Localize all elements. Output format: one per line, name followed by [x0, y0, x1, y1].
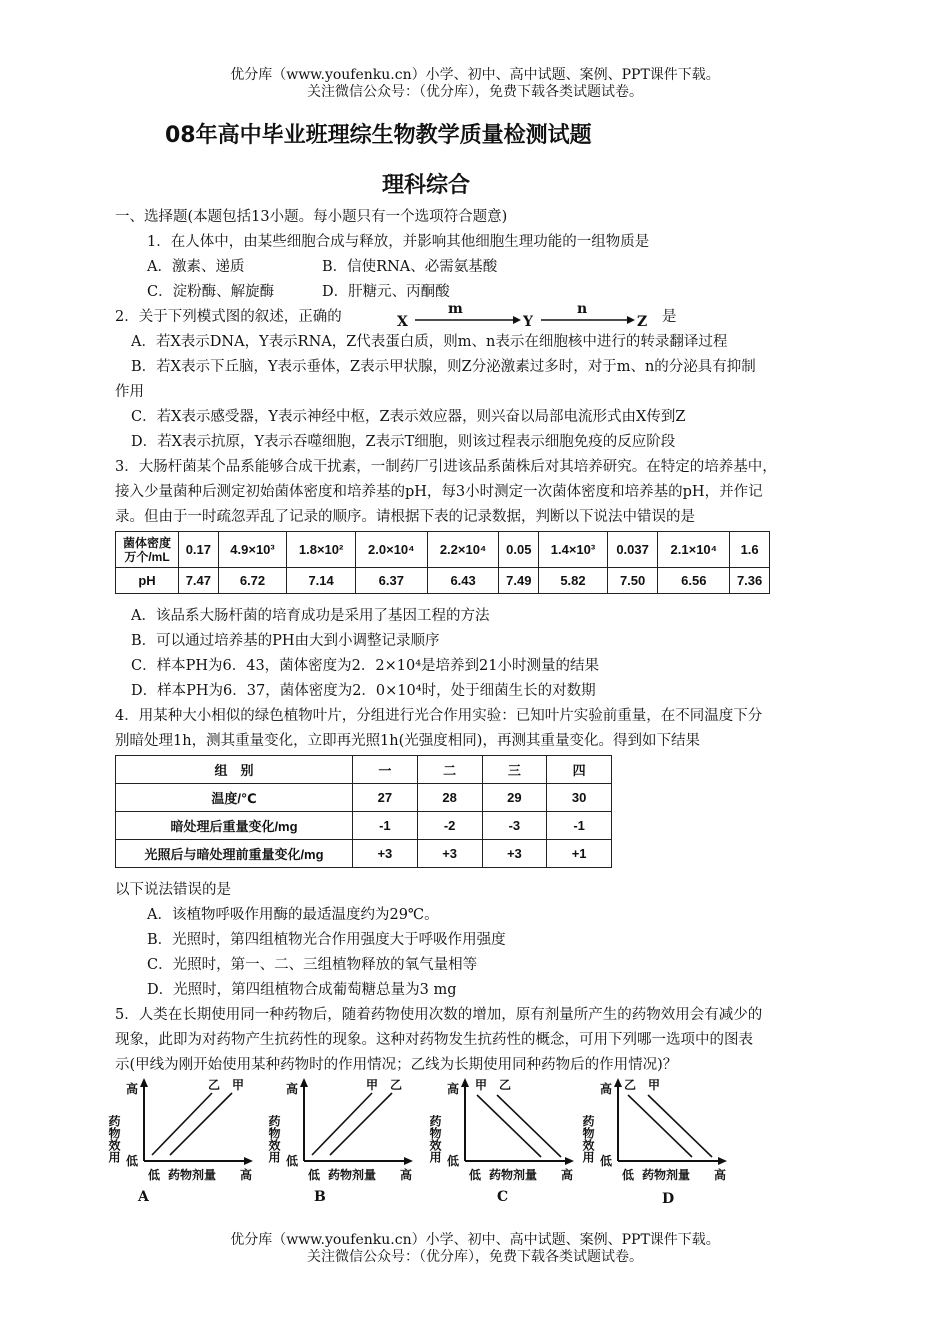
q3-density-cell: 2.0×10⁴ [355, 532, 427, 568]
q5-graph-b [262, 1075, 430, 1205]
svg-text:药物效用: 药物效用 [107, 1115, 121, 1163]
q4-dark-row [116, 812, 612, 840]
q4-header-cell: 二 [417, 756, 482, 784]
q5-graph-a [100, 1075, 268, 1205]
q5-graph-d [572, 1075, 740, 1205]
q4-dark-cell: -1 [353, 812, 418, 840]
diagram-arrow-m-head [513, 316, 521, 324]
q4-option-b: B．光照时，第四组植物光合作用强度大于呼吸作用强度 [147, 932, 506, 948]
svg-text:低: 低 [286, 1154, 299, 1168]
q3-ph-cell: 7.14 [287, 568, 356, 594]
q4-dark-cell: -2 [417, 812, 482, 840]
q4-header-cell: 四 [547, 756, 612, 784]
svg-text:C: C [497, 1189, 509, 1205]
footer-line-1: 优分库（www.youfenku.cn）小学、初中、高中试题、案例、PPT课件下载。 [230, 1232, 720, 1248]
q4-light-cell: +3 [482, 840, 547, 868]
svg-text:药物剂量: 药物剂量 [328, 1168, 377, 1182]
q2-option-d: D．若X表示抗原，Y表示吞噬细胞，Z表示T细胞，则该过程表示细胞免疫的反应阶段 [131, 434, 676, 450]
q2-option-b: B．若X表示下丘脑，Y表示垂体，Z表示甲状腺，则Z分泌激素过多时，对于m、n的分泌具有抑制 [131, 359, 756, 375]
q4-dark-label: 暗处理后重量变化/mg [116, 812, 353, 840]
section-heading: 一、选择题(本题包括13小题。每小题只有一个选项符合题意) [115, 209, 508, 225]
q1-option-c: C．淀粉酶、解旋酶 [147, 284, 275, 300]
footer-line-2: 关注微信公众号：（优分库），免费下载各类试题试卷。 [307, 1249, 643, 1265]
q3-ph-label: pH [116, 568, 179, 594]
q2-option-a: A．若X表示DNA，Y表示RNA，Z代表蛋白质，则m、n表示在细胞核中进行的转录翻译过程 [131, 334, 728, 350]
q3-ph-cell: 6.72 [218, 568, 287, 594]
q2-option-b-cont: 作用 [115, 384, 144, 400]
q5-graph-c [425, 1075, 593, 1205]
page-subtitle: 理科综合 [382, 173, 471, 198]
q4-option-d: D．光照时，第四组植物合成葡萄糖总量为3 mg [147, 982, 457, 998]
q4-option-a: A．该植物呼吸作用酶的最适温度约为29℃。 [147, 907, 439, 923]
q4-temp-cell: 27 [353, 784, 418, 812]
svg-text:高: 高 [714, 1168, 727, 1182]
svg-text:低: 低 [622, 1168, 635, 1182]
svg-text:高: 高 [240, 1168, 253, 1182]
q5-stem-2: 现象，此即为对药物产生抗药性的现象。这种对药物发生抗药性的概念，可用下列哪一选项中的图表 [115, 1032, 753, 1048]
svg-text:甲: 甲 [648, 1078, 661, 1092]
svg-text:高: 高 [126, 1082, 139, 1096]
q3-density-cell: 0.037 [607, 532, 658, 568]
q1-stem: 1．在人体中，由某些细胞合成与释放，并影响其他细胞生理功能的一组物质是 [147, 234, 650, 250]
q5-stem-1: 5．人类在长期使用同一种药物后，随着药物使用次数的增加，原有剂量所产生的药物效用会有减少的 [115, 1007, 763, 1023]
svg-text:高: 高 [600, 1082, 613, 1096]
q3-ph-cell: 6.43 [427, 568, 499, 594]
svg-text:药物剂量: 药物剂量 [168, 1168, 217, 1182]
q3-density-cell: 2.2×10⁴ [427, 532, 499, 568]
q3-density-label: 菌体密度 万个/mL [116, 532, 179, 568]
q3-density-cell: 0.05 [499, 532, 539, 568]
q3-stem-1: 3．大肠杆菌某个品系能够合成干扰素，一制药厂引进该品系菌株后对其培养研究。在特定的培养基中， [115, 459, 777, 475]
q3-stem-2: 接入少量菌种后测定初始菌体密度和培养基的pH，每3小时测定一次菌体密度和培养基的pH，并作记 [115, 484, 763, 500]
q1-option-b: B．信使RNA、必需氨基酸 [322, 259, 498, 275]
svg-text:低: 低 [148, 1168, 161, 1182]
diagram-x: X [397, 314, 408, 330]
q4-stem-1: 4．用某种大小相似的绿色植物叶片，分组进行光合作用实验：已知叶片实验前重量，在不同温度下分 [115, 708, 763, 724]
q3-density-cell: 1.8×10² [287, 532, 356, 568]
q3-density-row [116, 532, 770, 568]
q4-header-cell: 一 [353, 756, 418, 784]
svg-text:乙: 乙 [499, 1078, 512, 1092]
svg-text:高: 高 [400, 1168, 413, 1182]
q4-temp-row [116, 784, 612, 812]
q4-light-row [116, 840, 612, 868]
q4-dark-cell: -3 [482, 812, 547, 840]
q4-light-cell: +1 [547, 840, 612, 868]
svg-text:低: 低 [447, 1154, 460, 1168]
q4-temp-cell: 30 [547, 784, 612, 812]
diagram-n: n [577, 301, 588, 317]
q4-temp-cell: 28 [417, 784, 482, 812]
svg-text:低: 低 [126, 1154, 139, 1168]
svg-text:B: B [314, 1189, 326, 1205]
svg-text:低: 低 [308, 1168, 321, 1182]
q3-density-cell: 0.17 [179, 532, 219, 568]
svg-text:A: A [138, 1189, 149, 1205]
q3-ph-cell: 5.82 [539, 568, 608, 594]
q4-light-label: 光照后与暗处理前重量变化/mg [116, 840, 353, 868]
svg-text:低: 低 [600, 1154, 613, 1168]
q4-header-row [116, 756, 612, 784]
svg-text:药物效用: 药物效用 [428, 1115, 442, 1163]
q5-stem-3: 示(甲线为刚开始使用某种药物时的作用情况；乙线为长期使用同种药物后的作用情况)？ [115, 1057, 678, 1073]
svg-text:甲: 甲 [475, 1078, 488, 1092]
q3-ph-cell: 7.49 [499, 568, 539, 594]
svg-text:高: 高 [561, 1168, 574, 1182]
q3-density-cell: 2.1×10⁴ [658, 532, 730, 568]
svg-text:乙: 乙 [624, 1078, 637, 1092]
q3-ph-cell: 7.47 [179, 568, 219, 594]
q2-stem-end: 是 [662, 309, 677, 325]
q4-header-cell: 三 [482, 756, 547, 784]
q3-density-cell: 4.9×10³ [218, 532, 287, 568]
svg-text:药物剂量: 药物剂量 [642, 1168, 691, 1182]
q3-option-b: B．可以通过培养基的PH由大到小调整记录顺序 [131, 633, 440, 649]
svg-text:药物效用: 药物效用 [581, 1115, 595, 1163]
q2-stem: 2．关于下列模式图的叙述，正确的 [115, 309, 342, 325]
q4-option-c: C．光照时，第一、二、三组植物释放的氧气量相等 [147, 957, 478, 973]
header-line-1: 优分库（www.youfenku.cn）小学、初中、高中试题、案例、PPT课件下载。 [230, 67, 720, 83]
q4-temp-cell: 29 [482, 784, 547, 812]
page-title: 08年高中毕业班理综生物教学质量检测试题 [165, 123, 592, 148]
svg-text:药物效用: 药物效用 [267, 1115, 281, 1163]
q3-density-cell: 1.6 [730, 532, 770, 568]
q3-density-cell: 1.4×10³ [539, 532, 608, 568]
q3-ph-row [116, 568, 770, 594]
q4-stem-2: 别暗处理1h，测其重量变化，立即再光照1h(光强度相同)，再测其重量变化。得到如下结果 [115, 733, 700, 749]
svg-text:药物剂量: 药物剂量 [489, 1168, 538, 1182]
q1-option-a: A．激素、递质 [147, 259, 245, 275]
q4-data-table [115, 755, 612, 868]
svg-text:高: 高 [286, 1082, 299, 1096]
diagram-z: Z [637, 314, 648, 330]
svg-text:高: 高 [447, 1082, 460, 1096]
q1-option-d: D．肝糖元、丙酮酸 [322, 284, 450, 300]
q3-ph-cell: 6.37 [355, 568, 427, 594]
diagram-arrow-n-head [627, 316, 635, 324]
q4-light-cell: +3 [417, 840, 482, 868]
q3-ph-cell: 7.50 [607, 568, 658, 594]
diagram-y: Y [523, 314, 533, 330]
q3-ph-cell: 7.36 [730, 568, 770, 594]
q3-ph-cell: 6.56 [658, 568, 730, 594]
svg-text:甲: 甲 [232, 1078, 245, 1092]
svg-text:D: D [662, 1191, 675, 1205]
q3-option-a: A．该品系大肠杆菌的培育成功是采用了基因工程的方法 [131, 608, 490, 624]
svg-text:甲: 甲 [366, 1078, 379, 1092]
q2-pattern-diagram [395, 298, 660, 332]
svg-text:乙: 乙 [390, 1078, 403, 1092]
q4-header-label: 组 别 [116, 756, 353, 784]
q3-data-table [115, 531, 770, 594]
svg-text:低: 低 [469, 1168, 482, 1182]
q3-stem-3: 录。但由于一时疏忽弄乱了记录的顺序。请根据下表的记录数据，判断以下说法中错误的是 [115, 509, 695, 525]
q3-option-d: D．样本PH为6．37，菌体密度为2．0×10⁴时，处于细菌生长的对数期 [131, 683, 596, 699]
q4-ask: 以下说法错误的是 [115, 882, 231, 898]
diagram-m: m [448, 301, 463, 317]
q4-temp-label: 温度/℃ [116, 784, 353, 812]
q4-dark-cell: -1 [547, 812, 612, 840]
svg-text:乙: 乙 [208, 1078, 221, 1092]
q3-option-c: C．样本PH为6．43，菌体密度为2．2×10⁴是培养到21小时测量的结果 [131, 658, 599, 674]
header-line-2: 关注微信公众号：（优分库），免费下载各类试题试卷。 [307, 84, 643, 100]
q4-light-cell: +3 [353, 840, 418, 868]
q2-option-c: C．若X表示感受器，Y表示神经中枢，Z表示效应器，则兴奋以局部电流形式由X传到Z [131, 409, 686, 425]
